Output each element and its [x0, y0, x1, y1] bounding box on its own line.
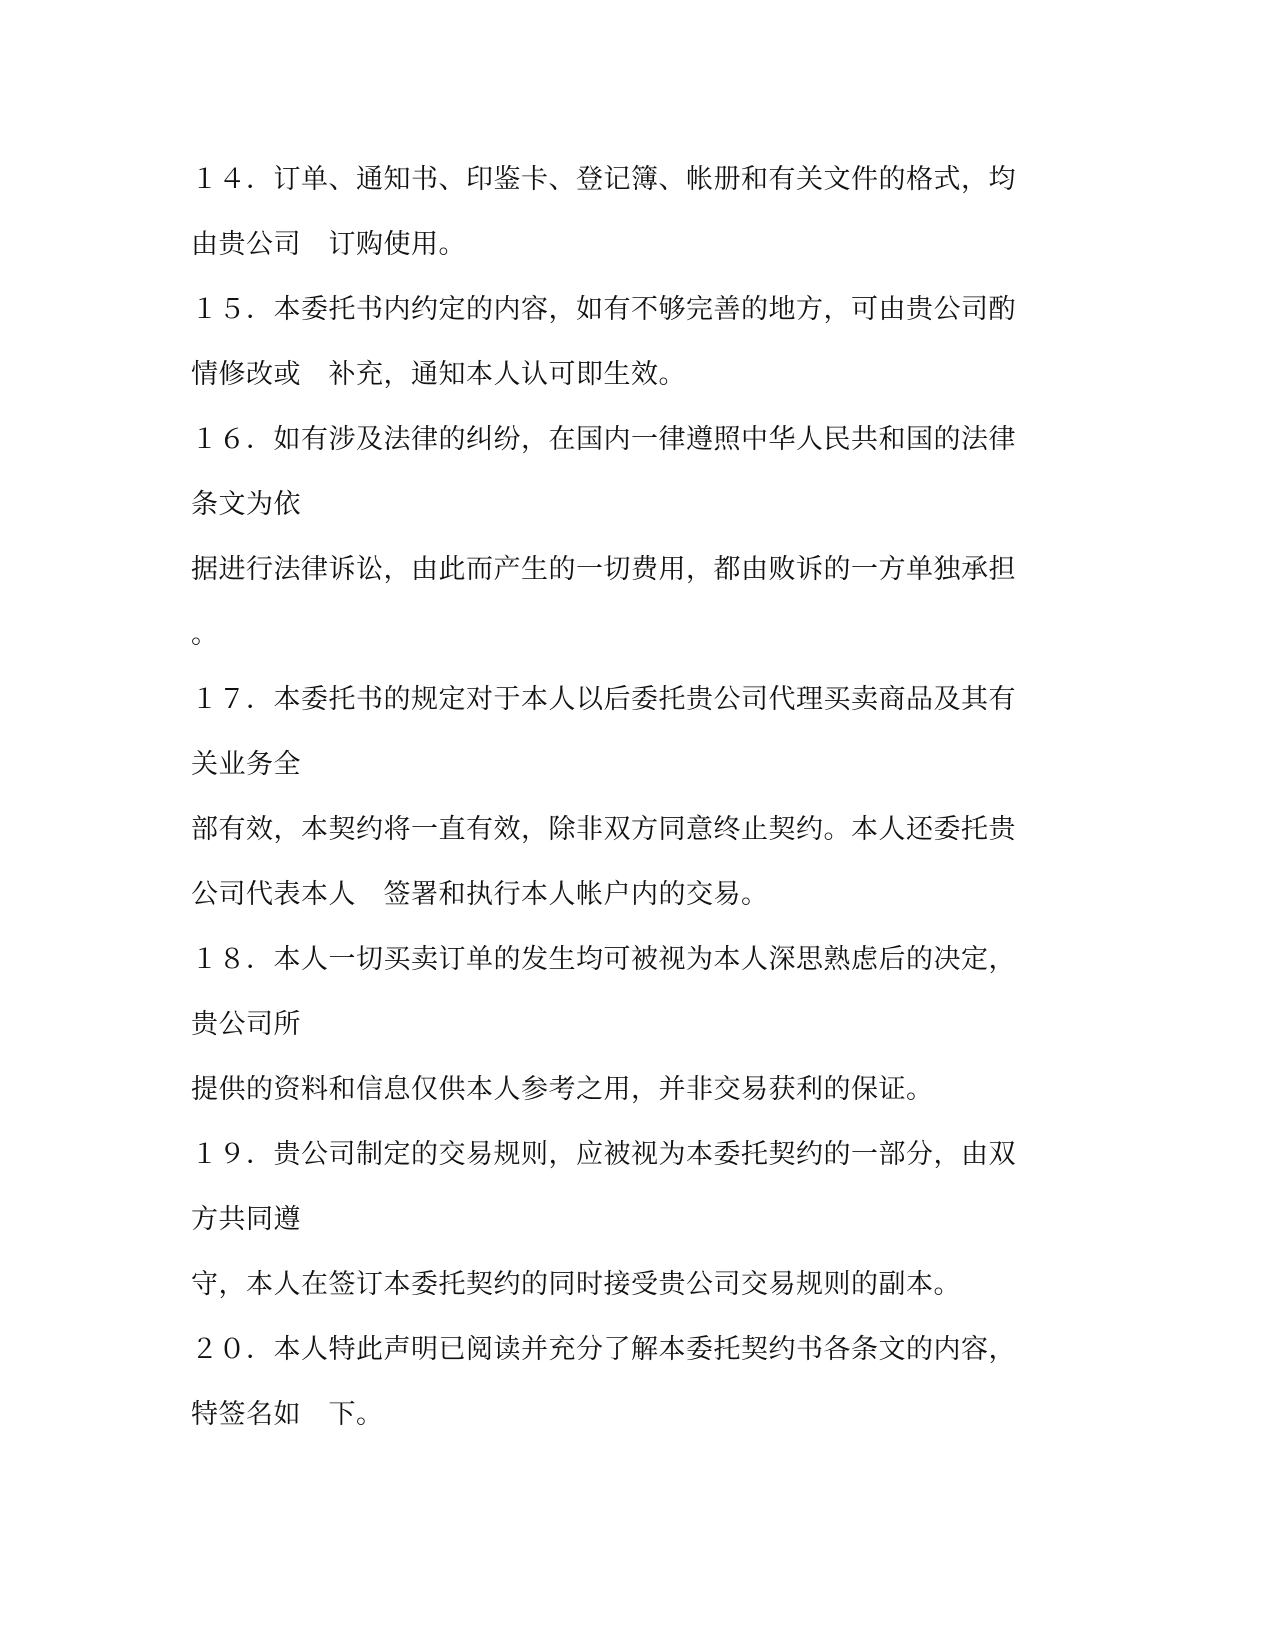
- document-body: [191, 160, 1091, 1460]
- text-line: 情修改或 补充，通知本人认可即生效。: [191, 359, 686, 390]
- text-line: 关业务全: [191, 749, 301, 780]
- text-line: 贵公司所: [191, 1009, 301, 1040]
- text-line: 部有效，本契约将一直有效，除非双方同意终止契约。本人还委托贵: [191, 814, 1016, 845]
- text-line: 。: [191, 619, 219, 650]
- text-line: １９．贵公司制定的交易规则，应被视为本委托契约的一部分，由双: [191, 1139, 1016, 1170]
- text-line: 方共同遵: [191, 1204, 301, 1235]
- text-line: 守，本人在签订本委托契约的同时接受贵公司交易规则的副本。: [191, 1269, 961, 1300]
- text-line: １６．如有涉及法律的纠纷，在国内一律遵照中华人民共和国的法律: [191, 424, 1016, 455]
- text-line: 据进行法律诉讼，由此而产生的一切费用，都由败诉的一方单独承担: [191, 554, 1016, 585]
- text-line: １５．本委托书内约定的内容，如有不够完善的地方，可由贵公司酌: [191, 294, 1016, 325]
- text-line: １８．本人一切买卖订单的发生均可被视为本人深思熟虑后的决定，: [191, 944, 1016, 975]
- text-line: １７．本委托书的规定对于本人以后委托贵公司代理买卖商品及其有: [191, 684, 1016, 715]
- text-line: １４．订单、通知书、印鉴卡、登记簿、帐册和有关文件的格式，均: [191, 164, 1016, 195]
- text-line: 特签名如 下。: [191, 1399, 384, 1430]
- text-line: 由贵公司 订购使用。: [191, 229, 466, 260]
- text-line: 条文为依: [191, 489, 301, 520]
- text-line: ２０．本人特此声明已阅读并充分了解本委托契约书各条文的内容，: [191, 1334, 1016, 1365]
- text-line: 公司代表本人 签署和执行本人帐户内的交易。: [191, 879, 769, 910]
- text-line: 提供的资料和信息仅供本人参考之用，并非交易获利的保证。: [191, 1074, 934, 1105]
